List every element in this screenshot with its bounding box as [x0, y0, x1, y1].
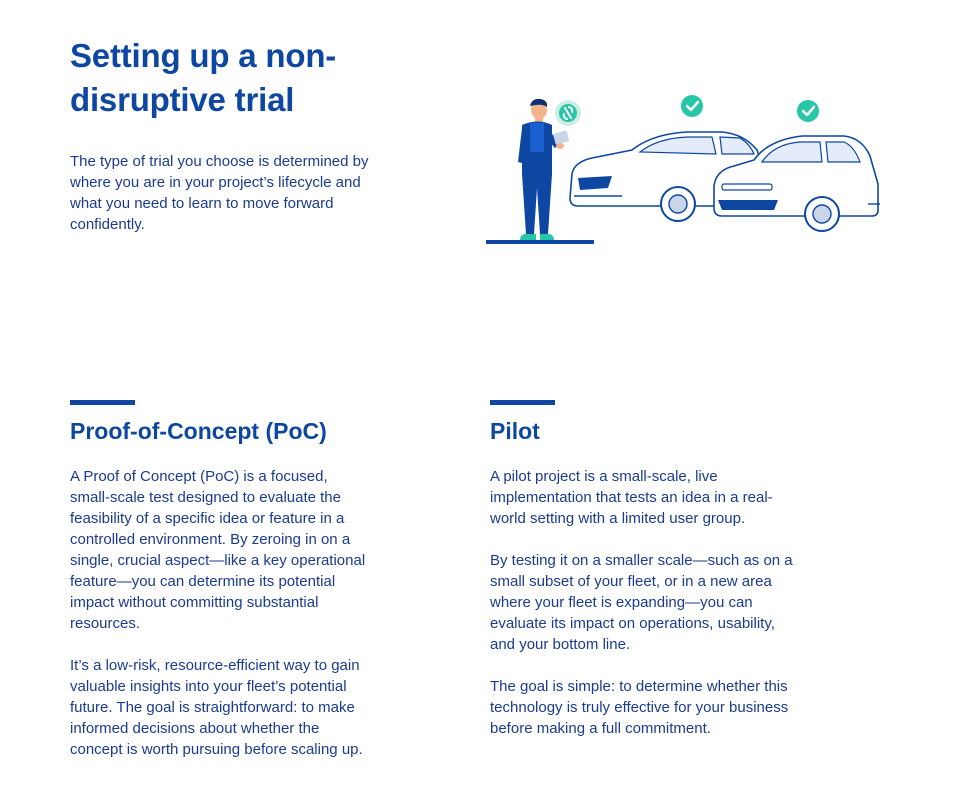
poc-line: informed decisions about whether the	[70, 720, 320, 737]
pilot-line: A pilot project is a small-scale, live	[490, 468, 718, 485]
check-badge-icon	[681, 95, 703, 117]
pilot-line: technology is truly effective for your business	[490, 699, 789, 716]
poc-accent-bar	[70, 400, 135, 405]
pilot-line: where your fleet is expanding—you can	[490, 594, 753, 611]
poc-line: single, crucial aspect—like a key operational	[70, 552, 366, 569]
pilot-line: implementation that tests an idea in a real-	[490, 489, 773, 506]
pilot-line: small subset of your fleet, or in a new area	[490, 573, 772, 590]
poc-line: concept is worth pursuing before scaling up.	[70, 741, 363, 758]
pilot-line: evaluate its impact on operations, usability,	[490, 615, 775, 632]
page-title-line-1: Setting up a non-	[70, 37, 337, 74]
intro-line: what you need to learn to move forward	[70, 195, 334, 212]
poc-paragraph	[70, 655, 430, 760]
pilot-paragraph	[490, 550, 850, 655]
ground-line	[486, 240, 594, 244]
intro-line: The type of trial you choose is determined by	[70, 153, 369, 170]
poc-body	[70, 466, 430, 781]
intro-line: confidently.	[70, 216, 145, 233]
poc-section-title: Proof-of-Concept (PoC)	[70, 418, 327, 444]
poc-line: controlled environment. By zeroing in on a	[70, 531, 351, 548]
intro-paragraph	[70, 151, 422, 235]
page-title	[70, 34, 410, 122]
pilot-accent-bar	[490, 400, 555, 405]
pilot-line: By testing it on a smaller scale—such as on a	[490, 552, 793, 569]
poc-line: small-scale test designed to evaluate the	[70, 489, 341, 506]
trial-illustration	[482, 92, 892, 252]
poc-line: A Proof of Concept (PoC) is a focused,	[70, 468, 328, 485]
pilot-section-title: Pilot	[490, 418, 540, 444]
check-badge-icon	[797, 100, 819, 122]
pilot-line: The goal is simple: to determine whether this	[490, 678, 788, 695]
pilot-paragraph	[490, 676, 850, 739]
poc-line: resources.	[70, 615, 141, 632]
poc-line: future. The goal is straightforward: to make	[70, 699, 355, 716]
poc-line: feasibility of a specific idea or feature in a	[70, 510, 345, 527]
pilot-line: and your bottom line.	[490, 636, 631, 653]
pilot-paragraph	[490, 466, 850, 529]
pilot-line: before making a full commitment.	[490, 720, 711, 737]
intro-line: where you are in your project’s lifecycle and	[70, 174, 361, 191]
pilot-line: world setting with a limited user group.	[490, 510, 746, 527]
poc-line: It’s a low-risk, resource-efficient way to gain	[70, 657, 360, 674]
poc-paragraph	[70, 466, 430, 634]
poc-line: impact without committing substantial	[70, 594, 319, 611]
poc-line: feature—you can determine its potential	[70, 573, 336, 590]
wrench-badge-icon	[555, 100, 581, 126]
poc-line: valuable insights into your fleet’s potential	[70, 678, 347, 695]
page-title-line-2: disruptive trial	[70, 81, 295, 118]
pilot-body	[490, 466, 850, 760]
